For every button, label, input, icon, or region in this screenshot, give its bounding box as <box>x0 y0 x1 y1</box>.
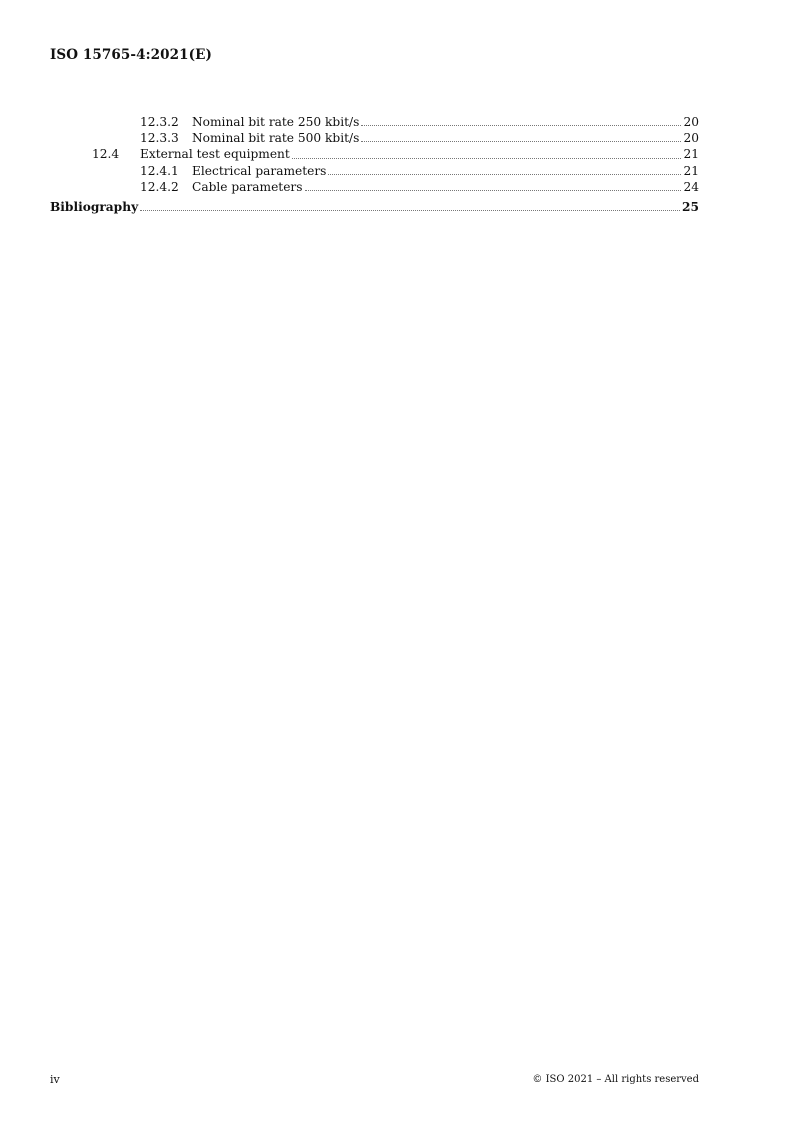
toc-entry-page: 25 <box>682 199 699 214</box>
toc-leader-dots <box>361 140 681 142</box>
toc-entry[interactable] <box>50 146 699 162</box>
toc-entry-number: 12.4.2 <box>140 179 179 194</box>
toc-entry[interactable] <box>50 130 699 146</box>
toc-entry-page: 20 <box>683 115 699 129</box>
toc-entry-page: 20 <box>683 131 699 146</box>
toc-entry-bibliography[interactable] <box>50 199 699 215</box>
toc-entry-page: 21 <box>683 147 699 162</box>
toc-entry-number: 12.4.1 <box>140 163 179 178</box>
toc-leader-dots <box>292 157 682 159</box>
toc-leader-dots <box>140 209 680 211</box>
toc-entry[interactable] <box>50 114 699 130</box>
toc-entry[interactable] <box>50 179 699 195</box>
toc-leader-dots <box>305 189 682 191</box>
toc-entry-title: Bibliography <box>50 199 139 214</box>
toc-leader-dots <box>361 124 681 126</box>
footer-page-number: iv <box>50 1073 60 1086</box>
table-of-contents <box>50 114 699 215</box>
toc-entry[interactable] <box>50 163 699 179</box>
toc-entry-title: Nominal bit rate 250 kbit/s <box>192 115 360 129</box>
toc-entry-number: 12.4 <box>92 147 120 162</box>
toc-entry-page: 21 <box>683 163 699 178</box>
toc-entry-title: Electrical parameters <box>192 163 327 178</box>
toc-entry-number: 12.3.2 <box>140 115 179 129</box>
document-header-title: ISO 15765-4:2021(E) <box>50 47 213 63</box>
toc-entry-number: 12.3.3 <box>140 131 179 146</box>
toc-entry-page: 24 <box>683 179 699 194</box>
toc-entry-title: Cable parameters <box>192 179 303 194</box>
footer-copyright: © ISO 2021 – All rights reserved <box>532 1074 699 1085</box>
toc-entry-title: External test equipment <box>140 147 290 162</box>
toc-entry-title: Nominal bit rate 500 kbit/s <box>192 131 360 146</box>
toc-leader-dots <box>328 173 681 175</box>
